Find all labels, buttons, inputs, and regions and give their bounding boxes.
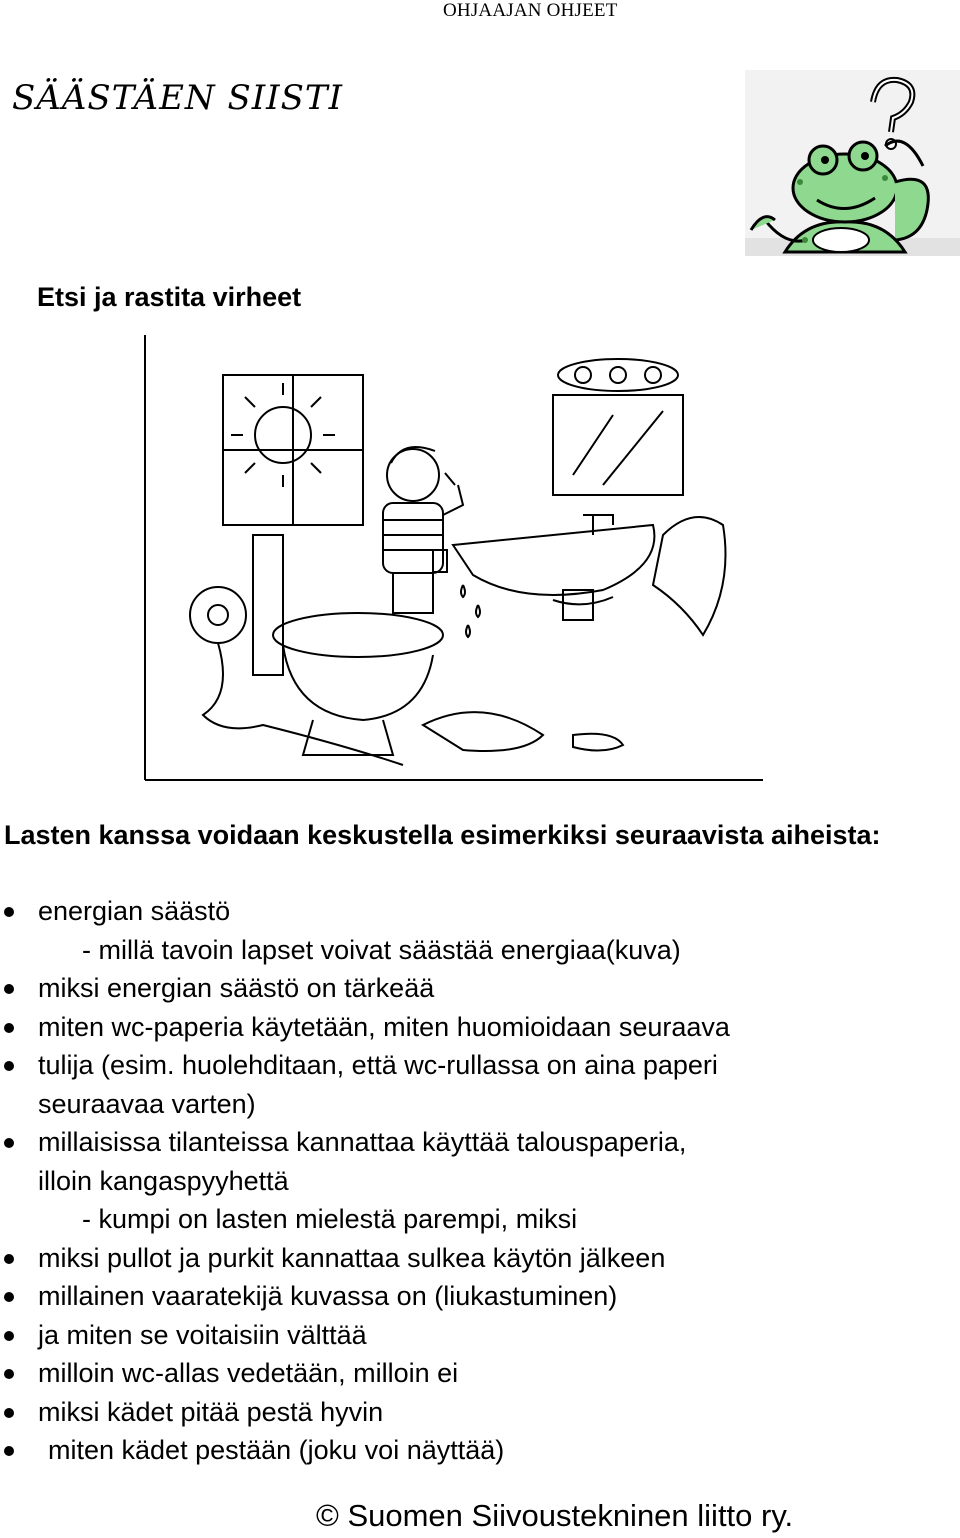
bullet-icon [4,1331,14,1341]
list-item [0,1162,960,1201]
bullet-icon [4,1138,14,1148]
list-item-text: milloin wc-allas vedetään, milloin ei [38,1358,459,1388]
list-item [0,1123,960,1162]
list-item-text: millainen vaaratekijä kuvassa on (liukastuminen) [38,1281,618,1311]
list-item-text: miten wc-paperia käytetään, miten huomioidaan seuraava [38,1011,730,1042]
list-item [0,1239,960,1278]
bullet-icon [4,907,14,917]
frog-mascot-icon [745,70,960,256]
list-item [0,931,960,970]
bullet-icon [4,1254,14,1264]
topic-list [0,892,960,1470]
list-item [0,1046,960,1085]
list-item-text: illoin kangaspyyhettä [38,1165,289,1196]
list-item-text: miksi pullot ja purkit kannattaa sulkea käytön jälkeen [38,1242,666,1273]
page-title: SÄÄSTÄEN SIISTI [12,78,343,118]
list-item [0,1393,960,1432]
exercise-heading: Etsi ja rastita virheet [37,282,302,312]
list-item-text: - millä tavoin lapset voivat säästää energiaa(kuva) [82,934,681,965]
list-item-text: seuraavaa varten) [38,1088,256,1119]
list-item-text: tulija (esim. huolehditaan, että wc-rullassa on aina paperi [38,1050,718,1080]
list-item-text: miksi kädet pitää pestä hyvin [38,1396,384,1427]
list-item-text: millaisissa tilanteissa kannattaa käyttää talouspaperia, [38,1127,687,1157]
list-item [0,1277,960,1316]
list-item [0,1085,960,1124]
list-item-text: energian säästö [38,896,231,926]
bathroom-illustration [143,335,763,785]
list-item [0,1354,960,1393]
list-item [0,1200,960,1239]
list-item-text: miksi energian säästö on tärkeää [38,973,435,1003]
list-item-text: - kumpi on lasten mielestä parempi, miksi [82,1204,578,1234]
bullet-icon [4,1292,14,1302]
list-item [0,892,960,931]
intro-text: Lasten kanssa voidaan keskustella esimerkiksi seuraavista aiheista: [4,820,881,850]
bullet-icon [4,1061,14,1071]
list-item [0,1431,960,1470]
bullet-icon [4,1369,14,1379]
bullet-icon [4,1023,14,1033]
list-item-text: ja miten se voitaisiin välttää [38,1319,367,1350]
header-label: OHJAAJAN OHJEET [443,0,618,21]
bullet-icon [4,984,14,994]
list-item [0,969,960,1008]
list-item [0,1316,960,1355]
bullet-icon [4,1408,14,1418]
list-item-text: miten kädet pestään (joku voi näyttää) [48,1435,505,1465]
bullet-icon [4,1446,14,1456]
list-item [0,1008,960,1047]
copyright-footer: © Suomen Siivoustekninen liitto ry. [316,1498,794,1533]
